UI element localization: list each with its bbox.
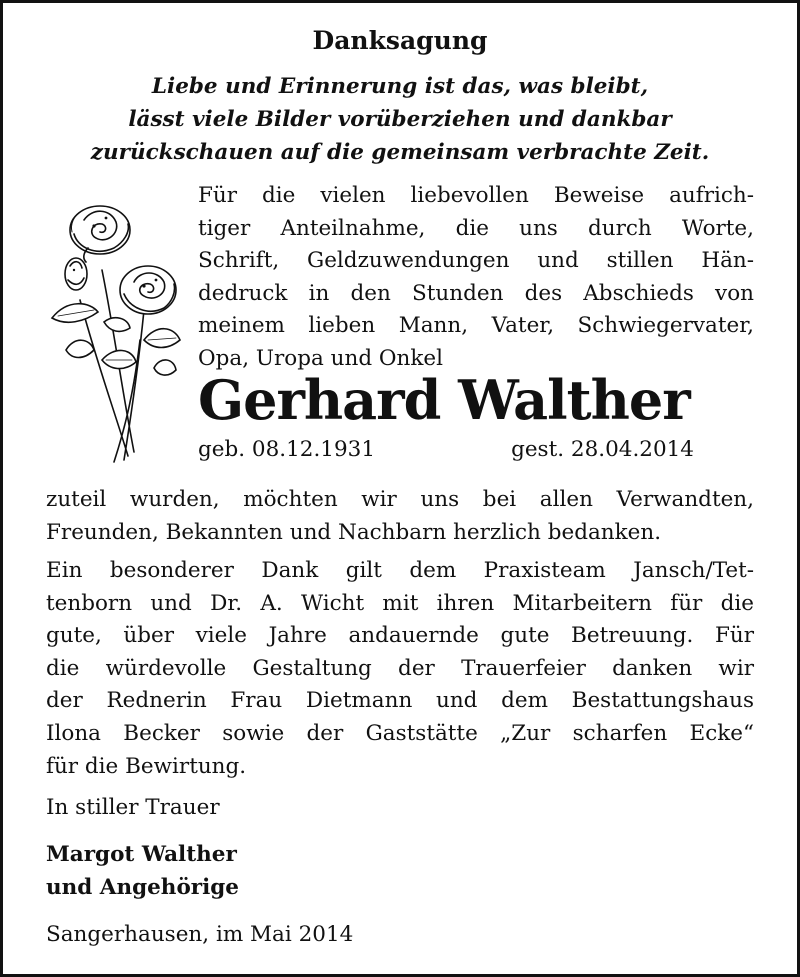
birth-date: geb. 08.12.1931 (198, 437, 376, 462)
text-line: gute, über viele Jahre andauernde gute Betreuung. Für (46, 623, 754, 649)
intro-paragraph (198, 180, 754, 375)
motto-line: zurückschauen auf die gemeinsam verbrachte Zeit. (90, 140, 710, 165)
signer-name: Margot Walther (46, 842, 237, 867)
text-line: Opa, Uropa und Onkel (198, 345, 444, 371)
text-line: Schrift, Geldzuwendungen und stillen Hän- (198, 248, 754, 273)
text-line: Für die vielen liebevollen Beweise aufrich- (198, 183, 754, 208)
motto-verse (0, 70, 800, 169)
rose-bouquet-icon (44, 190, 184, 470)
text-line: zuteil wurden, möchten wir uns bei allen Verwandten, (46, 487, 754, 512)
text-line: Ilona Becker sowie der Gaststätte „Zur scharfen Ecke“ (46, 720, 754, 746)
text-line: Freunden, Bekannten und Nachbarn herzlich bedanken. (46, 519, 662, 545)
text-line: meinem lieben Mann, Vater, Schwiegervater, (198, 313, 754, 338)
deceased-name: Gerhard Walther (198, 368, 690, 432)
signer-relatives: und Angehörige (46, 875, 239, 900)
notice-heading: Danksagung (312, 26, 488, 55)
text-line: tiger Anteilnahme, die uns durch Worte, (198, 215, 754, 241)
text-line: dedruck in den Stunden des Abschieds von (198, 280, 754, 306)
place-and-date: Sangerhausen, im Mai 2014 (46, 922, 354, 947)
life-dates (198, 437, 694, 462)
text-line: der Rednerin Frau Dietmann und dem Bestattungshaus (46, 688, 754, 714)
text-line: die würdevolle Gestaltung der Trauerfeier danken wir (46, 655, 754, 681)
closing-phrase: In stiller Trauer (46, 795, 220, 820)
motto-line: Liebe und Erinnerung ist das, was bleibt, (151, 74, 649, 99)
thanks-paragraph (46, 484, 754, 549)
text-line: für die Bewirtung. (46, 753, 247, 779)
death-date: gest. 28.04.2014 (511, 437, 694, 462)
special-thanks-paragraph (46, 555, 754, 783)
signers (46, 838, 239, 904)
motto-line: lässt viele Bilder vorüberziehen und dankbar (128, 107, 672, 132)
text-line: Ein besonderer Dank gilt dem Praxisteam Jansch/Tet- (46, 558, 754, 583)
text-line: tenborn und Dr. A. Wicht mit ihren Mitarbeitern für die (46, 590, 754, 616)
